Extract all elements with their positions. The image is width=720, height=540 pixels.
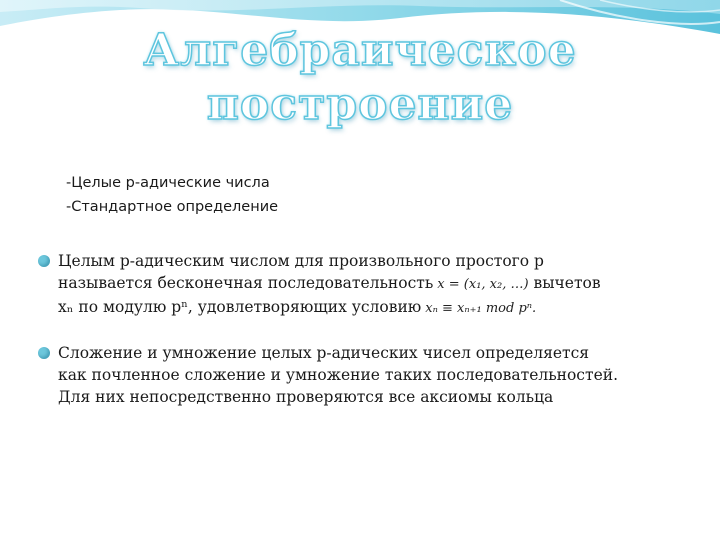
bullet-2-line-1: Сложение и умножение целых p-адических чисел определяется: [58, 344, 590, 362]
title-line-2: построение: [206, 79, 514, 130]
bullet-1-line-3: [58, 296, 698, 320]
bullet-1-line-2-end: вычетов: [528, 274, 601, 292]
bullet-1-line-1: Целым p-адическим числом для произвольного простого p: [58, 252, 544, 270]
title-line-1: Алгебраическое: [143, 25, 577, 76]
slide-title: [0, 24, 720, 132]
bullet-list: [38, 250, 698, 430]
subtitle-line-2: -Стандартное определение: [66, 199, 279, 215]
subtitle-line-1: -Целые p-адические числа: [66, 175, 270, 191]
formula-sequence: x = (x₁, x₂, …): [437, 277, 529, 292]
bullet-2-line-2: как почленное сложение и умножение таких последовательностей.: [58, 366, 618, 384]
bullet-dot-icon: [38, 347, 50, 359]
bullet-2-line-3: Для них непосредственно проверяются все аксиомы кольца: [58, 388, 554, 406]
formula-congruence: xₙ ≡ xₙ₊₁ mod pⁿ.: [425, 301, 537, 316]
bullet-1-line-2-text: называется бесконечная последовательность: [58, 274, 434, 292]
bullet-1-line-2: [58, 272, 698, 296]
subtitle: [66, 171, 278, 219]
bullet-1-line-3-text: xₙ по модулю pⁿ, удовлетворяющих условию: [58, 298, 422, 316]
bullet-definition: [38, 250, 698, 320]
bullet-dot-icon: [38, 255, 50, 267]
bullet-operations: [38, 342, 698, 408]
